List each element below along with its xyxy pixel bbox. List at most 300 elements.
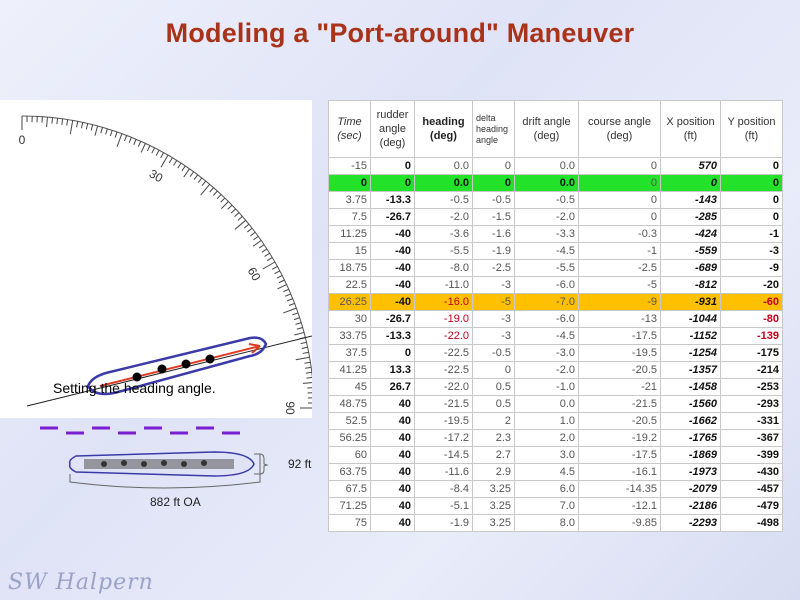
- table-cell: -498: [721, 515, 783, 532]
- protractor-tick: [77, 121, 78, 127]
- table-cell: -457: [721, 481, 783, 498]
- table-cell: -0.5: [515, 192, 579, 209]
- table-cell: -40: [371, 226, 415, 243]
- table-cell: -9: [721, 260, 783, 277]
- protractor-tick: [147, 146, 150, 151]
- table-cell: 60: [329, 447, 371, 464]
- table-cell: -2.5: [579, 260, 661, 277]
- table-cell: -1560: [661, 396, 721, 413]
- author-signature: SW Halpern: [8, 570, 154, 595]
- table-cell: -8.4: [415, 481, 473, 498]
- protractor-tick: [91, 125, 92, 131]
- protractor-tick: [235, 220, 246, 229]
- table-row: [329, 498, 783, 515]
- table-cell: -3: [721, 243, 783, 260]
- table-row: [329, 311, 783, 328]
- trajectory-dash-line: [40, 424, 260, 438]
- protractor-tick: [277, 275, 282, 278]
- table-cell: 0: [371, 175, 415, 192]
- header-y-position: Y position (ft): [721, 101, 783, 158]
- table-cell: 15: [329, 243, 371, 260]
- protractor-tick: [303, 352, 309, 353]
- table-cell: -5: [579, 277, 661, 294]
- table-row: [329, 328, 783, 345]
- table-row: [329, 413, 783, 430]
- table-cell: -367: [721, 430, 783, 447]
- table-cell: -424: [661, 226, 721, 243]
- table-cell: 40: [371, 447, 415, 464]
- protractor-tick: [253, 236, 258, 240]
- table-cell: -1765: [661, 430, 721, 447]
- table-cell: -4.5: [515, 328, 579, 345]
- protractor-tick: [301, 342, 307, 343]
- table-cell: -689: [661, 260, 721, 277]
- maneuver-data-table: [328, 100, 783, 532]
- table-cell: -0.5: [473, 192, 515, 209]
- protractor-tick: [265, 253, 270, 256]
- table-cell: -559: [661, 243, 721, 260]
- table-cell: 75: [329, 515, 371, 532]
- protractor-arc: [22, 116, 312, 408]
- protractor-tick: [86, 123, 87, 129]
- table-cell: -16.0: [415, 294, 473, 311]
- beam-width-label: 92 ft: [288, 457, 312, 471]
- table-cell: -20.5: [579, 413, 661, 430]
- table-cell: 0: [579, 158, 661, 175]
- header-delta-heading: delta heading angle: [473, 101, 515, 158]
- table-cell: -20: [721, 277, 783, 294]
- table-cell: 0.5: [473, 396, 515, 413]
- table-cell: -22.0: [415, 328, 473, 345]
- table-cell: -6.0: [515, 277, 579, 294]
- protractor-tick: [262, 249, 267, 252]
- table-cell: 40: [371, 515, 415, 532]
- table-cell: 2.7: [473, 447, 515, 464]
- table-cell: -0.5: [415, 192, 473, 209]
- table-cell: 3.75: [329, 192, 371, 209]
- protractor-tick: [244, 224, 249, 228]
- table-cell: -60: [721, 294, 783, 311]
- table-cell: 40: [371, 430, 415, 447]
- table-cell: -1254: [661, 345, 721, 362]
- table-cell: -3.0: [515, 345, 579, 362]
- table-cell: 3.25: [473, 498, 515, 515]
- protractor-tick: [296, 323, 302, 325]
- table-cell: 2.9: [473, 464, 515, 481]
- table-cell: -2079: [661, 481, 721, 498]
- table-cell: -399: [721, 447, 783, 464]
- table-row: [329, 345, 783, 362]
- table-cell: -22.0: [415, 379, 473, 396]
- table-cell: -19.5: [579, 345, 661, 362]
- table-cell: -1662: [661, 413, 721, 430]
- protractor-tick: [129, 137, 131, 143]
- protractor-tick: [297, 328, 303, 330]
- protractor-tick: [201, 184, 210, 195]
- protractor-tick: [247, 228, 252, 232]
- table-cell: 26.7: [371, 379, 415, 396]
- table-cell: 570: [661, 158, 721, 175]
- table-row: [329, 226, 783, 243]
- table-cell: -19.2: [579, 430, 661, 447]
- table-cell: -1458: [661, 379, 721, 396]
- table-cell: -1357: [661, 362, 721, 379]
- table-cell: -80: [721, 311, 783, 328]
- table-cell: 0.0: [515, 158, 579, 175]
- protractor-tick: [228, 205, 232, 209]
- protractor-tick: [278, 285, 287, 289]
- table-cell: 52.5: [329, 413, 371, 430]
- protractor-tick: [213, 191, 217, 195]
- table-cell: -15: [329, 158, 371, 175]
- table-row: [329, 515, 783, 532]
- table-cell: -26.7: [371, 311, 415, 328]
- table-cell: -1869: [661, 447, 721, 464]
- table-cell: 0: [329, 175, 371, 192]
- table-cell: -331: [721, 413, 783, 430]
- table-row: [329, 481, 783, 498]
- table-cell: 40: [371, 481, 415, 498]
- table-cell: -8.0: [415, 260, 473, 277]
- table-cell: -0.5: [473, 345, 515, 362]
- header-x-position: X position (ft): [661, 101, 721, 158]
- table-cell: 7.5: [329, 209, 371, 226]
- table-cell: -22.5: [415, 362, 473, 379]
- table-cell: 0: [473, 158, 515, 175]
- table-cell: -1.0: [515, 379, 579, 396]
- table-cell: 22.5: [329, 277, 371, 294]
- protractor-tick: [267, 258, 272, 261]
- table-row: [329, 464, 783, 481]
- protractor-tick: [161, 155, 168, 167]
- table-cell: -14.35: [579, 481, 661, 498]
- table-row: [329, 243, 783, 260]
- table-cell: 0: [579, 175, 661, 192]
- table-cell: 0: [721, 192, 783, 209]
- table-row: [329, 260, 783, 277]
- table-cell: -26.7: [371, 209, 415, 226]
- header-heading: heading (deg): [415, 101, 473, 158]
- protractor-tick: [182, 166, 185, 171]
- table-cell: -11.6: [415, 464, 473, 481]
- protractor-tick: [294, 332, 304, 335]
- table-cell: -2.0: [515, 209, 579, 226]
- protractor-tick: [217, 194, 221, 198]
- table-cell: 11.25: [329, 226, 371, 243]
- protractor-tick: [110, 130, 112, 136]
- table-row: [329, 430, 783, 447]
- protractor-label: 0: [18, 133, 26, 147]
- table-cell: -5.1: [415, 498, 473, 515]
- table-cell: -22.5: [415, 345, 473, 362]
- table-cell: -0.3: [579, 226, 661, 243]
- table-row: [329, 192, 783, 209]
- table-cell: -3: [473, 328, 515, 345]
- table-cell: 71.25: [329, 498, 371, 515]
- table-cell: -13: [579, 311, 661, 328]
- table-cell: 4.5: [515, 464, 579, 481]
- table-cell: 0: [579, 192, 661, 209]
- table-cell: 40: [371, 396, 415, 413]
- table-cell: -13.3: [371, 328, 415, 345]
- table-cell: 63.75: [329, 464, 371, 481]
- table-cell: 0: [661, 175, 721, 192]
- protractor-tick: [194, 175, 198, 180]
- protractor-tick: [47, 117, 48, 127]
- table-cell: 3.0: [515, 447, 579, 464]
- table-cell: -6.0: [515, 311, 579, 328]
- table-cell: -1.5: [473, 209, 515, 226]
- table-cell: 41.25: [329, 362, 371, 379]
- protractor-tick: [292, 313, 298, 315]
- table-cell: -293: [721, 396, 783, 413]
- protractor-tick: [289, 303, 295, 305]
- protractor-tick: [221, 198, 225, 202]
- table-row: [329, 209, 783, 226]
- protractor-tick: [275, 271, 280, 274]
- table-cell: -1973: [661, 464, 721, 481]
- table-header-row: [329, 101, 783, 158]
- protractor-tick: [184, 169, 190, 177]
- table-cell: 0: [721, 175, 783, 192]
- table-cell: 0: [473, 175, 515, 192]
- protractor-tick: [231, 209, 235, 213]
- table-cell: -285: [661, 209, 721, 226]
- table-cell: 18.75: [329, 260, 371, 277]
- protractor-tick: [161, 153, 164, 158]
- table-cell: -5: [473, 294, 515, 311]
- protractor-tick: [178, 163, 181, 168]
- table-cell: -20.5: [579, 362, 661, 379]
- protractor-tick: [106, 129, 108, 135]
- protractor-tick: [134, 139, 136, 145]
- protractor-tick: [115, 132, 117, 138]
- protractor-tick: [221, 202, 228, 209]
- table-cell: -11.0: [415, 277, 473, 294]
- table-cell: -3.3: [515, 226, 579, 243]
- protractor-tick: [70, 120, 72, 134]
- header-course-angle: course angle (deg): [579, 101, 661, 158]
- table-cell: 30: [329, 311, 371, 328]
- protractor-tick: [174, 160, 177, 165]
- table-cell: -9: [579, 294, 661, 311]
- table-cell: -9.85: [579, 515, 661, 532]
- heading-diagram: [0, 100, 312, 418]
- table-cell: 40: [371, 498, 415, 515]
- protractor-tick: [198, 178, 202, 183]
- table-cell: 45: [329, 379, 371, 396]
- table-cell: -12.1: [579, 498, 661, 515]
- table-cell: 0: [473, 362, 515, 379]
- protractor-label: 90: [283, 401, 297, 415]
- table-cell: -40: [371, 243, 415, 260]
- ship-marker-dot: [206, 355, 215, 364]
- protractor-tick: [303, 383, 312, 384]
- table-cell: -13.3: [371, 192, 415, 209]
- protractor-tick: [190, 172, 194, 177]
- header-time: Time (sec): [329, 101, 371, 158]
- table-cell: 33.75: [329, 328, 371, 345]
- table-cell: 3.25: [473, 481, 515, 498]
- table-cell: 40: [371, 413, 415, 430]
- table-cell: -139: [721, 328, 783, 345]
- table-cell: 0: [371, 345, 415, 362]
- table-cell: 0.0: [415, 175, 473, 192]
- protractor-label: 60: [244, 264, 264, 284]
- protractor-tick: [95, 126, 98, 136]
- table-cell: -3: [473, 311, 515, 328]
- protractor-tick: [202, 181, 206, 186]
- table-cell: 6.0: [515, 481, 579, 498]
- table-cell: -40: [371, 260, 415, 277]
- table-row: [329, 294, 783, 311]
- table-cell: -3.6: [415, 226, 473, 243]
- table-row: [329, 447, 783, 464]
- table-cell: -1: [721, 226, 783, 243]
- table-cell: 26.25: [329, 294, 371, 311]
- table-cell: -430: [721, 464, 783, 481]
- table-cell: -479: [721, 498, 783, 515]
- protractor-tick: [302, 347, 308, 348]
- table-row: [329, 158, 783, 175]
- protractor-tick: [117, 134, 122, 147]
- table-cell: -5.5: [515, 260, 579, 277]
- table-cell: -40: [371, 277, 415, 294]
- table-cell: -40: [371, 294, 415, 311]
- table-cell: 40: [371, 464, 415, 481]
- table-cell: -175: [721, 345, 783, 362]
- table-cell: -143: [661, 192, 721, 209]
- table-cell: -16.1: [579, 464, 661, 481]
- protractor-tick: [259, 245, 264, 248]
- protractor-tick: [285, 294, 291, 296]
- header-rudder-angle: rudder angle (deg): [371, 101, 415, 158]
- table-row: [329, 362, 783, 379]
- table-cell: -17.5: [579, 328, 661, 345]
- protractor-tick: [279, 280, 284, 283]
- ship-marker-dot: [158, 365, 167, 374]
- table-cell: 3.25: [473, 515, 515, 532]
- page-title: Modeling a "Port-around" Maneuver: [165, 18, 635, 48]
- protractor-tick: [156, 150, 159, 155]
- header-drift-angle: drift angle (deg): [515, 101, 579, 158]
- protractor-label: 30: [146, 166, 166, 186]
- table-cell: 37.5: [329, 345, 371, 362]
- table-cell: -17.5: [579, 447, 661, 464]
- maneuver-table-container: [328, 100, 783, 532]
- table-cell: 2.3: [473, 430, 515, 447]
- table-cell: 0: [721, 209, 783, 226]
- table-cell: -2186: [661, 498, 721, 515]
- table-cell: -21: [579, 379, 661, 396]
- protractor-tick: [81, 122, 82, 128]
- table-cell: 48.75: [329, 396, 371, 413]
- table-cell: 8.0: [515, 515, 579, 532]
- table-cell: -2293: [661, 515, 721, 532]
- table-cell: -1044: [661, 311, 721, 328]
- table-cell: 0.0: [515, 396, 579, 413]
- protractor-tick: [283, 308, 296, 313]
- protractor-tick: [305, 367, 311, 368]
- protractor-tick: [62, 119, 63, 125]
- table-cell: -21.5: [415, 396, 473, 413]
- protractor-tick: [152, 148, 155, 153]
- table-cell: -1.9: [415, 515, 473, 532]
- table-cell: -1152: [661, 328, 721, 345]
- table-cell: 2: [473, 413, 515, 430]
- table-row: [329, 379, 783, 396]
- table-cell: -7.0: [515, 294, 579, 311]
- table-cell: -4.5: [515, 243, 579, 260]
- table-cell: -1: [579, 243, 661, 260]
- table-cell: -19.0: [415, 311, 473, 328]
- protractor-tick: [263, 262, 275, 269]
- protractor-tick: [101, 127, 103, 133]
- table-cell: -812: [661, 277, 721, 294]
- table-cell: 56.25: [329, 430, 371, 447]
- table-cell: 0: [579, 209, 661, 226]
- protractor-tick: [304, 362, 310, 363]
- table-cell: -931: [661, 294, 721, 311]
- table-cell: -2.0: [415, 209, 473, 226]
- protractor-tick: [238, 216, 243, 220]
- protractor-tick: [52, 118, 53, 124]
- table-cell: -2.0: [515, 362, 579, 379]
- table-cell: 2.0: [515, 430, 579, 447]
- table-cell: -14.5: [415, 447, 473, 464]
- protractor-tick: [253, 241, 261, 247]
- protractor-tick: [272, 266, 277, 269]
- protractor-tick: [294, 318, 300, 320]
- protractor-tick: [306, 377, 312, 378]
- protractor-tick: [67, 120, 68, 126]
- protractor-tick: [296, 357, 310, 359]
- table-cell: -3: [473, 277, 515, 294]
- table-cell: -19.5: [415, 413, 473, 430]
- table-row: [329, 396, 783, 413]
- protractor-tick: [306, 372, 312, 373]
- protractor-scale: [0, 100, 312, 418]
- table-cell: -21.5: [579, 396, 661, 413]
- table-cell: -1.6: [473, 226, 515, 243]
- table-cell: 0.0: [515, 175, 579, 192]
- overall-length-label: 882 ft OA: [150, 495, 201, 509]
- table-row: [329, 175, 783, 192]
- table-cell: 13.3: [371, 362, 415, 379]
- table-row: [329, 277, 783, 294]
- protractor-tick: [141, 143, 145, 152]
- table-cell: 7.0: [515, 498, 579, 515]
- table-cell: 0.5: [473, 379, 515, 396]
- protractor-tick: [57, 118, 58, 124]
- table-cell: -1.9: [473, 243, 515, 260]
- protractor-tick: [250, 232, 255, 236]
- table-cell: -214: [721, 362, 783, 379]
- protractor-tick: [283, 289, 288, 291]
- protractor-tick: [235, 213, 239, 217]
- table-cell: -5.5: [415, 243, 473, 260]
- protractor-tick: [210, 188, 214, 193]
- protractor-tick: [287, 299, 293, 301]
- table-cell: 1.0: [515, 413, 579, 430]
- table-cell: 0: [371, 158, 415, 175]
- protractor-tick: [138, 141, 140, 146]
- table-cell: 0: [721, 158, 783, 175]
- protractor-tick: [124, 135, 126, 141]
- table-cell: -2.5: [473, 260, 515, 277]
- diagram-caption: Setting the heading angle.: [53, 380, 216, 396]
- table-cell: 0.0: [415, 158, 473, 175]
